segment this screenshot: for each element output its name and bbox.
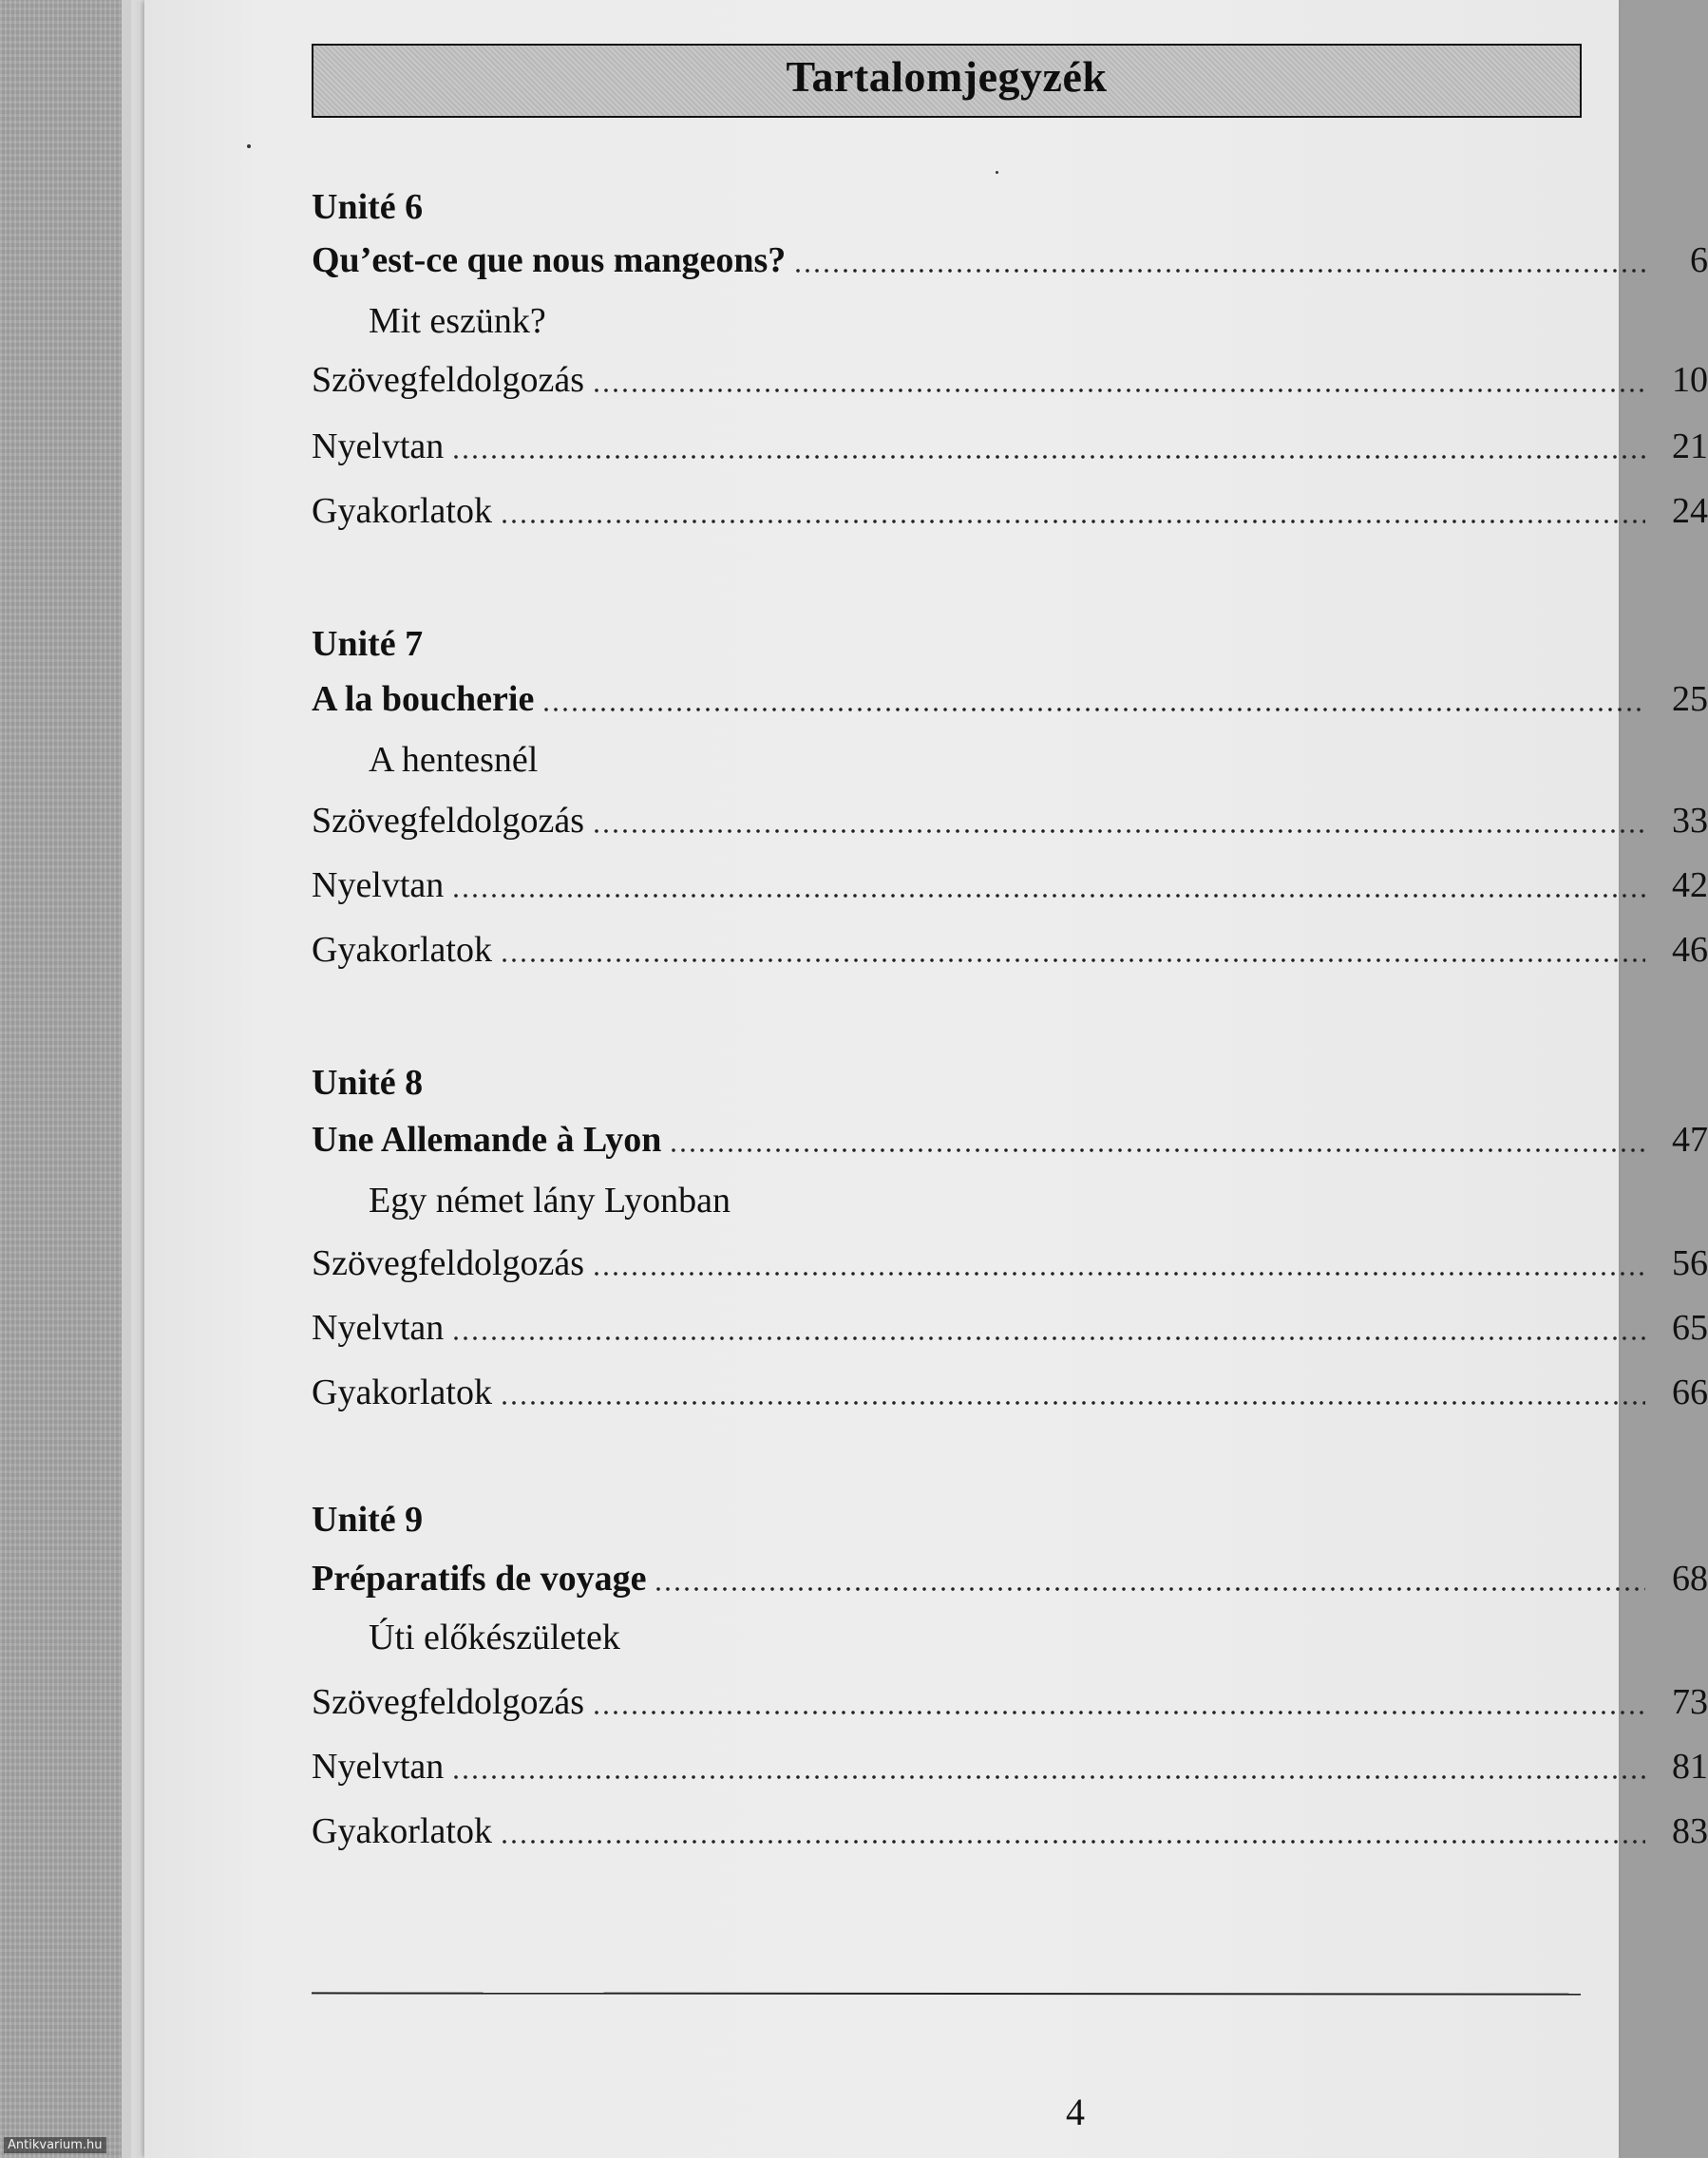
dot-leader: [592, 828, 1645, 834]
entry-page: 66: [1672, 1372, 1708, 1412]
entry-page: 81: [1672, 1747, 1708, 1787]
entry-label: Szövegfeldolgozás: [312, 801, 585, 841]
entry-subtitle: Mit eszünk?: [369, 301, 546, 341]
toc-title: Tartalomjegyzék: [786, 52, 1108, 101]
entry-page: 21: [1672, 426, 1708, 466]
dot-leader: [592, 1271, 1645, 1277]
dot-leader: [592, 388, 1645, 393]
entry-page: 65: [1672, 1308, 1708, 1348]
entry-page: 6: [1690, 240, 1708, 280]
footer-rule: [312, 1992, 1581, 1995]
entry-page: 47: [1672, 1120, 1708, 1160]
dust-speck: [996, 171, 998, 174]
entry-label: Nyelvtan: [312, 1308, 445, 1348]
entry-label: Szövegfeldolgozás: [312, 1243, 585, 1283]
entry-page: 73: [1672, 1682, 1708, 1722]
toc-entry-main[interactable]: [312, 672, 1708, 720]
entry-page: 42: [1672, 865, 1708, 905]
entry-page: 83: [1672, 1811, 1708, 1851]
toc-entry-main[interactable]: [312, 1113, 1708, 1161]
entry-page: 46: [1672, 930, 1708, 970]
entry-subtitle: A hentesnél: [369, 740, 539, 780]
dot-leader: [541, 707, 1645, 712]
dot-leader: [669, 1147, 1645, 1153]
toc-entry[interactable]: [312, 420, 1708, 467]
dot-leader: [451, 893, 1645, 899]
entry-subtitle: Egy német lány Lyonban: [369, 1181, 731, 1221]
toc-entry-main[interactable]: [312, 234, 1708, 281]
entry-label: A la boucherie: [312, 679, 535, 719]
toc-entry[interactable]: [312, 1805, 1708, 1852]
dot-leader: [500, 957, 1645, 963]
entry-label: Gyakorlatok: [312, 930, 492, 970]
entry-label: Qu’est-ce que nous mangeons?: [312, 240, 787, 280]
dot-leader: [592, 1710, 1645, 1715]
dot-leader: [500, 1839, 1645, 1845]
entry-label: Gyakorlatok: [312, 491, 492, 531]
entry-page: 25: [1672, 679, 1708, 719]
dot-leader: [793, 268, 1645, 274]
dot-leader: [654, 1586, 1645, 1592]
toc-entry-main[interactable]: [312, 1552, 1708, 1600]
dot-leader: [451, 1335, 1645, 1341]
entry-page: 10: [1672, 360, 1708, 400]
toc-entry[interactable]: [312, 794, 1708, 842]
entry-label: Préparatifs de voyage: [312, 1559, 647, 1599]
watermark: Antikvarium.hu: [4, 2137, 106, 2153]
entry-label: Une Allemande à Lyon: [312, 1120, 662, 1160]
page-number: 4: [1066, 2091, 1085, 2133]
dot-leader: [451, 1774, 1645, 1780]
entry-label: Nyelvtan: [312, 1747, 445, 1787]
entry-label: Nyelvtan: [312, 865, 445, 905]
toc-entry[interactable]: [312, 1301, 1708, 1349]
entry-label: Szövegfeldolgozás: [312, 360, 585, 400]
toc-entry[interactable]: [312, 1675, 1708, 1723]
unit-heading: Unité 9: [312, 1500, 424, 1540]
entry-page: 24: [1672, 491, 1708, 531]
toc-entry[interactable]: [312, 859, 1708, 906]
entry-label: Gyakorlatok: [312, 1811, 492, 1851]
unit-heading: Unité 7: [312, 624, 424, 664]
dot-leader: [451, 454, 1645, 460]
toc-entry[interactable]: [312, 484, 1708, 532]
unit-heading: Unité 6: [312, 187, 424, 227]
entry-page: 33: [1672, 801, 1708, 841]
dot-leader: [500, 1400, 1645, 1406]
entry-subtitle: Úti előkészületek: [369, 1618, 620, 1657]
toc-entry[interactable]: [312, 1740, 1708, 1788]
toc-entry[interactable]: [312, 923, 1708, 971]
entry-page: 68: [1672, 1559, 1708, 1599]
entry-label: Szövegfeldolgozás: [312, 1682, 585, 1722]
entry-label: Nyelvtan: [312, 426, 445, 466]
book-page: [144, 0, 1708, 2158]
dust-speck: [247, 144, 251, 148]
toc-entry[interactable]: [312, 1366, 1708, 1413]
dot-leader: [500, 519, 1645, 524]
toc-entry[interactable]: [312, 353, 1708, 401]
entry-label: Gyakorlatok: [312, 1372, 492, 1412]
toc-title-box: [312, 44, 1582, 118]
toc-entry[interactable]: [312, 1237, 1708, 1284]
unit-heading: Unité 8: [312, 1063, 424, 1103]
entry-page: 56: [1672, 1243, 1708, 1283]
